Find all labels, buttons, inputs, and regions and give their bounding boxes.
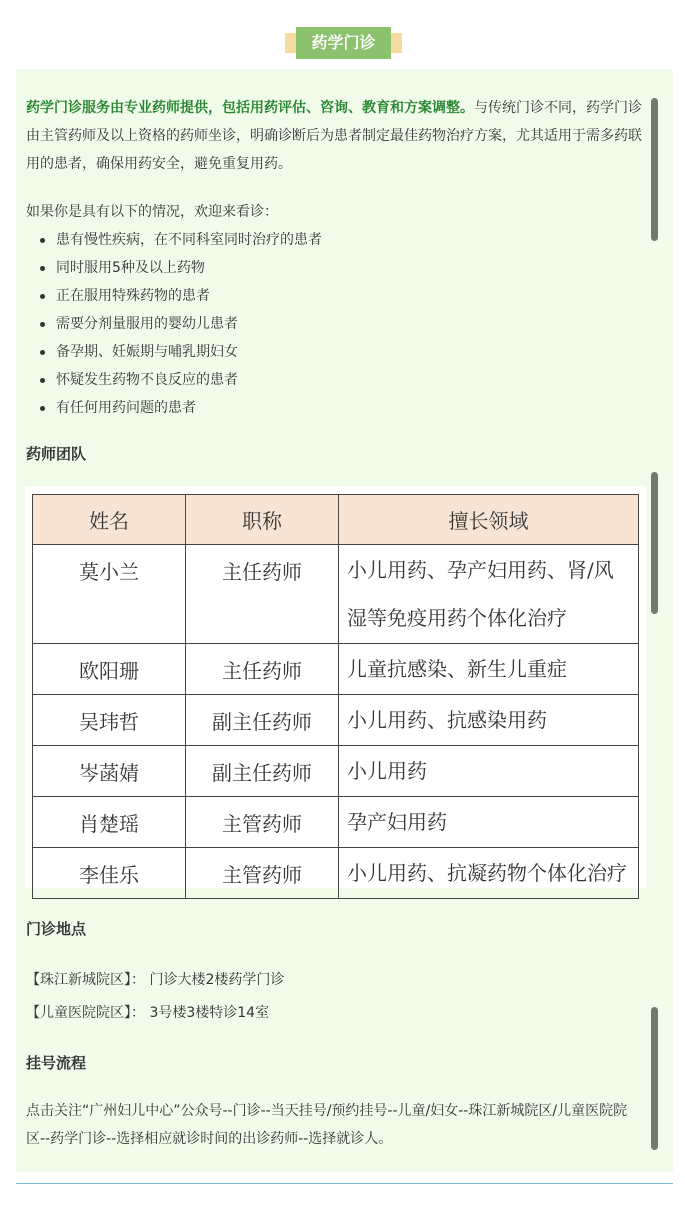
location-separator: ： [131,1005,145,1021]
location-campus: 【珠江新城院区】 [26,972,131,988]
cell-name: 李佳乐 [33,848,186,899]
cell-title: 主管药师 [186,797,339,848]
list-item [26,394,626,422]
location-campus: 【儿童医院院区】 [26,1005,131,1021]
cell-title: 主管药师 [186,848,339,899]
intro-highlight: 药学门诊服务由专业药师提供，包括用药评估、咨询、教育和方案调整。 [26,100,474,116]
scrollbar-section-registration[interactable] [651,1007,658,1150]
cell-name: 欧阳珊 [33,644,186,695]
cell-expertise: 小儿用药 [339,746,639,797]
table-row [33,644,639,695]
location-place: 3号楼3楼特诊14室 [149,1005,270,1021]
intro-paragraph [26,94,646,178]
registration-steps: 点击关注“广州妇儿中心”公众号--门诊--当天挂号/预约挂号--儿童/妇女--珠江新城院区/儿童医院院区--药学门诊--选择相应就诊时间的出诊药师--选择就诊人。 [26,1103,628,1147]
location-place: 门诊大楼2楼药学门诊 [149,972,285,988]
cell-title: 副主任药师 [186,746,339,797]
conditions-list [26,226,626,422]
table-row [33,545,639,644]
scrollbar-section-intro[interactable] [651,98,658,241]
list-item [26,366,626,394]
cell-expertise: 孕产妇用药 [339,797,639,848]
cell-title: 副主任药师 [186,695,339,746]
cell-title: 主任药师 [186,545,339,644]
list-item-text: 同时服用5种及以上药物 [56,260,205,276]
table-row [33,695,639,746]
location-heading: 门诊地点 [26,920,87,938]
table-row [33,797,639,848]
bottom-divider [16,1183,673,1184]
list-item-text: 需要分剂量服用的婴幼儿患者 [56,316,238,332]
cell-expertise: 儿童抗感染、新生儿重症 [339,644,639,695]
list-item [26,310,626,338]
location-item-zhujiang [26,970,646,990]
bullet-icon [40,350,45,355]
location-separator: ： [131,972,145,988]
column-header-name: 姓名 [33,495,186,545]
bullet-icon [40,294,45,299]
list-item-text: 有任何用药问题的患者 [56,400,196,416]
list-item-text: 正在服用特殊药物的患者 [56,288,210,304]
cell-name: 莫小兰 [33,545,186,644]
list-item-text: 患有慢性疾病，在不同科室同时治疗的患者 [56,232,322,248]
cell-expertise: 小儿用药、抗感染用药 [339,695,639,746]
team-heading: 药师团队 [26,445,87,463]
bullet-icon [40,266,45,271]
bullet-icon [40,238,45,243]
scrollbar-section-team[interactable] [651,472,658,614]
location-item-children-hospital [26,1003,646,1023]
bullet-icon [40,322,45,327]
cell-name: 岑菡婧 [33,746,186,797]
cell-name: 吴玮哲 [33,695,186,746]
list-item [26,338,626,366]
column-header-title: 职称 [186,495,339,545]
intro-body: 与传统门诊不同，药学门诊由主管药师及以上资格的药师坐诊，明确诊断后为患者制定最佳药物治疗方案，尤其适用于需多药联用的患者，确保用药安全，避免重复用药。 [26,100,642,172]
page-title: 药学门诊 [296,27,391,59]
table-header-row [33,495,639,545]
cell-title: 主任药师 [186,644,339,695]
team-table-card [25,486,646,888]
cell-expertise: 小儿用药、抗凝药物个体化治疗 [339,848,639,899]
cell-expertise: 小儿用药、孕产妇用药、肾/风湿等免疫用药个体化治疗 [339,545,639,644]
cell-name: 肖楚瑶 [33,797,186,848]
list-item-text: 怀疑发生药物不良反应的患者 [56,372,238,388]
team-table [32,494,639,899]
bullet-icon [40,406,45,411]
table-row [33,848,639,899]
bullet-icon [40,378,45,383]
list-item [26,254,626,282]
list-item [26,282,626,310]
registration-heading: 挂号流程 [26,1054,87,1072]
list-item-text: 备孕期、妊娠期与哺乳期妇女 [56,344,238,360]
table-row [33,746,639,797]
page-title-banner [0,27,685,59]
conditions-lead: 如果你是具有以下的情况，欢迎来看诊： [26,204,278,220]
list-item [26,226,626,254]
column-header-expertise: 擅长领域 [339,495,639,545]
